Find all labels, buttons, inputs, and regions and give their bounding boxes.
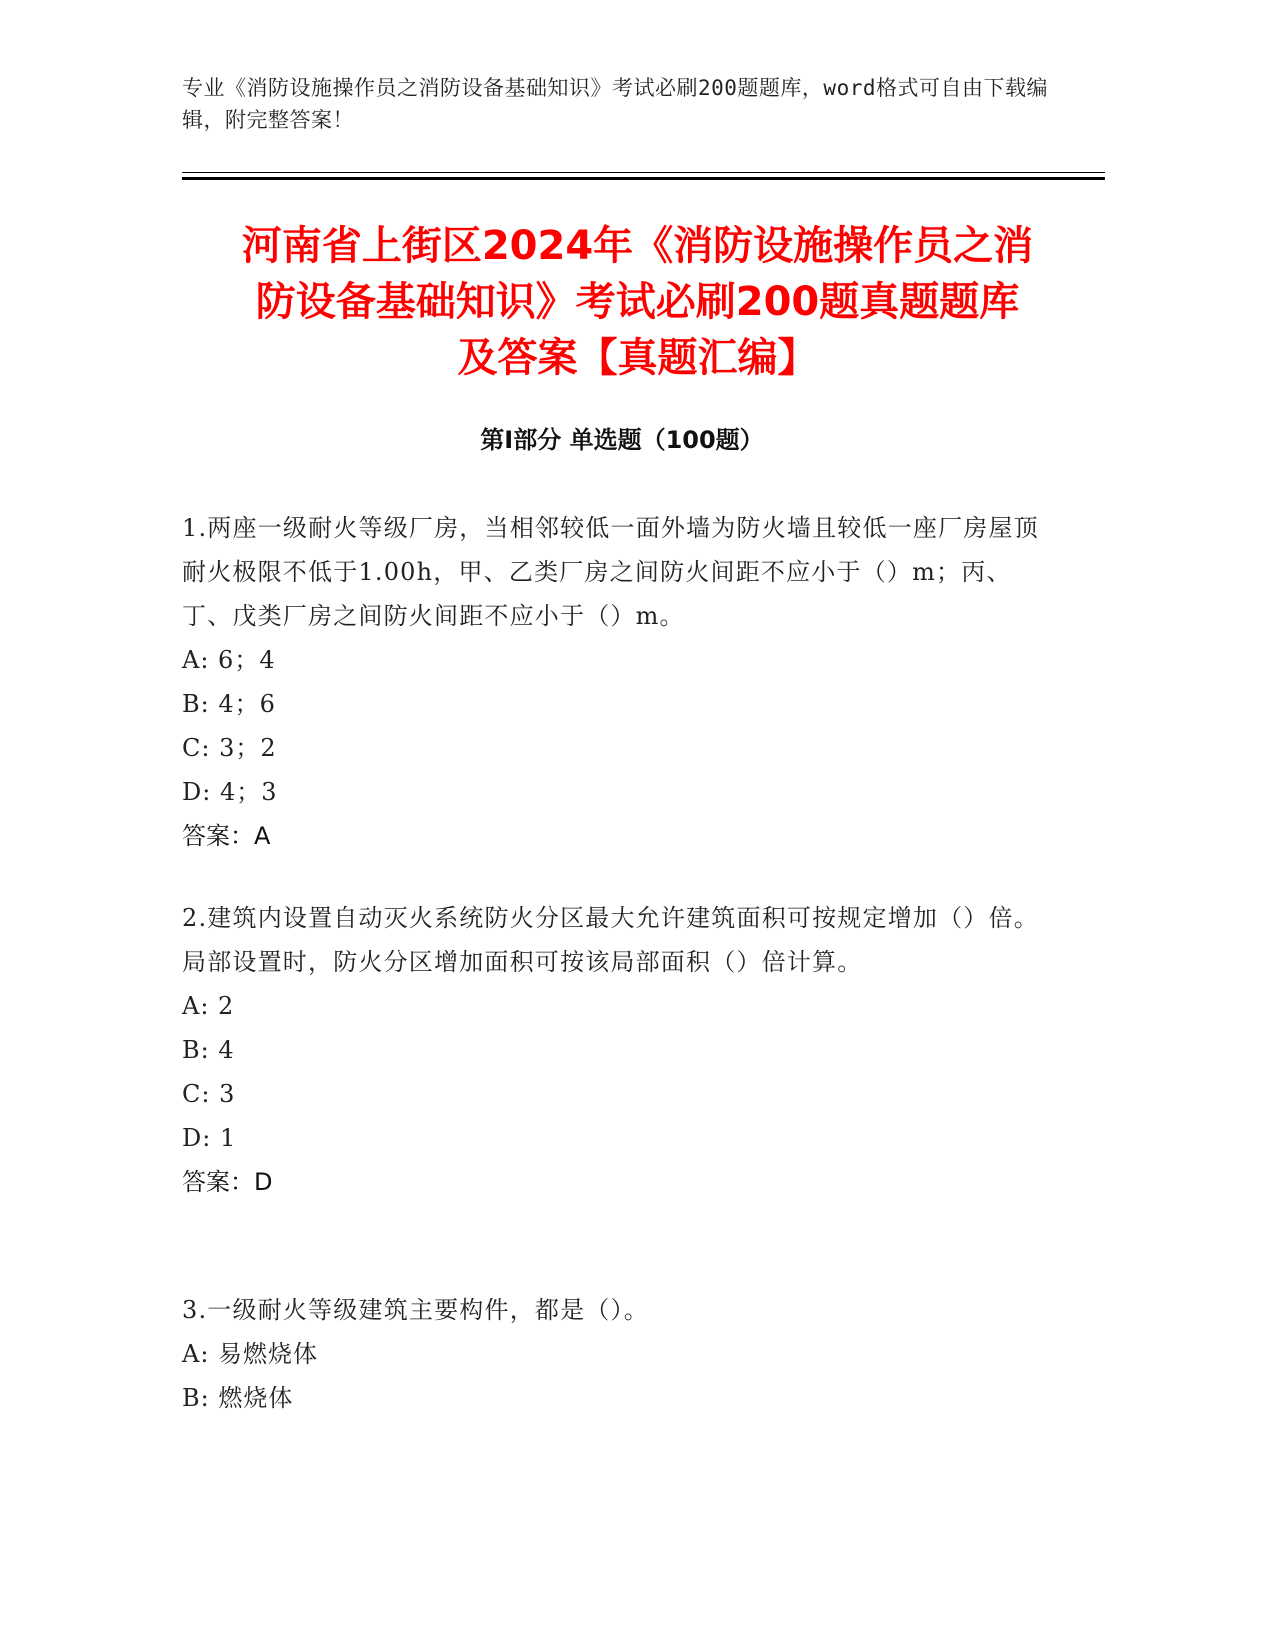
header-divider-thin (182, 172, 1105, 173)
question-item (182, 506, 1062, 858)
title-line: 防设备基础知识》考试必刷200题真题题库 (255, 279, 1020, 325)
option-b: B: 4；6 (182, 690, 276, 718)
question-stem: 3.一级耐火等级建筑主要构件，都是（）。 (182, 1296, 649, 1324)
document-title (170, 218, 1105, 386)
option-b: B: 燃烧体 (182, 1384, 294, 1412)
question-item (182, 1288, 1062, 1420)
answer-line: 答案：D (182, 1168, 273, 1196)
answer-line: 答案：A (182, 822, 271, 850)
option-d: D: 4；3 (182, 778, 278, 806)
header-divider-thick (182, 177, 1105, 180)
option-c: C: 3；2 (182, 734, 277, 762)
option-a: A: 2 (182, 992, 235, 1020)
title-line: 及答案【真题汇编】 (457, 335, 818, 381)
title-line: 河南省上街区2024年《消防设施操作员之消 (241, 223, 1034, 269)
option-b: B: 4 (182, 1036, 235, 1064)
option-c: C: 3 (182, 1080, 236, 1108)
section-title: 第Ⅰ部分 单选题（100题） (480, 426, 764, 454)
header-note: 专业《消防设施操作员之消防设备基础知识》考试必刷200题题库，word格式可自由下载编辑，附完整答案！ (182, 76, 1048, 132)
option-a: A: 易燃烧体 (182, 1340, 319, 1368)
option-d: D: 1 (182, 1124, 237, 1152)
option-a: A: 6；4 (182, 646, 276, 674)
question-stem: 1.两座一级耐火等级厂房，当相邻较低一面外墙为防火墙且较低一座厂房屋顶耐火极限不低于1.00h，甲、乙类厂房之间防火间距不应小于（）m；丙、丁、戊类厂房之间防火间距不应小于（）m。 (182, 514, 1039, 630)
question-stem: 2.建筑内设置自动灭火系统防火分区最大允许建筑面积可按规定增加（）倍。局部设置时，防火分区增加面积可按该局部面积（）倍计算。 (182, 904, 1039, 976)
question-item (182, 896, 1062, 1204)
